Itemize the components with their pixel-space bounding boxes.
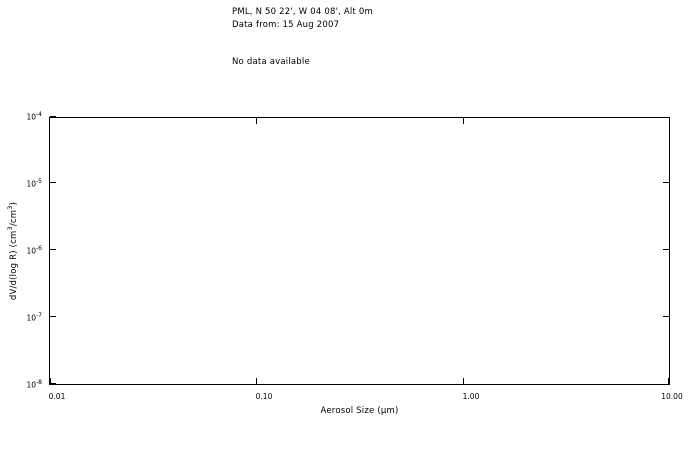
y-title-exp1: 3 [6, 226, 15, 231]
y-tick-label-2: $10^{-6}$ [26, 245, 42, 256]
no-data-annotation: No data available [232, 57, 310, 67]
y-title-post: ) [9, 201, 19, 206]
y-tick-0 [50, 383, 56, 384]
y-tick-right-2 [663, 249, 669, 250]
x-tick-1 [256, 378, 257, 384]
y-tick-3 [50, 182, 56, 183]
y-title-exp2: 3 [6, 205, 15, 210]
x-tick-top-1 [256, 118, 257, 124]
x-axis-title: Aerosol Size (µm) [320, 406, 399, 416]
x-tick-label-2: 1.00 [462, 392, 480, 401]
y-exp-0: -8 [36, 379, 42, 386]
x-tick-label-3: 10.00 [661, 392, 683, 401]
y-tick-right-1 [663, 316, 669, 317]
y-axis-labels [0, 0, 49, 450]
y-tick-right-3 [663, 182, 669, 183]
y-tick-2 [50, 249, 56, 250]
y-exp-4: -4 [36, 111, 42, 118]
y-tick-label-0: $10^{-8}$ [26, 379, 42, 390]
chart-title-line2: Data from: 15 Aug 2007 [232, 20, 340, 30]
plot-area [49, 117, 670, 385]
x-tick-3 [668, 378, 669, 384]
x-tick-label-1: 0.10 [255, 392, 273, 401]
y-axis-title [6, 201, 19, 301]
y-tick-4 [50, 116, 56, 117]
chart-title-line1: PML, N 50 22', W 04 08', Alt 0m [232, 7, 374, 17]
y-tick-label-3: $10^{-5}$ [26, 178, 42, 189]
y-tick-label-1: $10^{-7}$ [26, 312, 42, 323]
x-tick-2 [463, 378, 464, 384]
y-tick-1 [50, 316, 56, 317]
y-title-mid: /cm [9, 209, 19, 227]
y-exp-1: -7 [36, 312, 42, 319]
y-exp-3: -5 [36, 178, 42, 185]
x-tick-label-0: 0.01 [48, 392, 66, 401]
chart-title-block [232, 6, 373, 32]
y-title-pre: dV/d(log R) (cm [9, 230, 19, 301]
y-exp-2: -6 [36, 245, 42, 252]
x-tick-top-2 [463, 118, 464, 124]
y-tick-label-4: $10^{-4}$ [26, 111, 42, 122]
